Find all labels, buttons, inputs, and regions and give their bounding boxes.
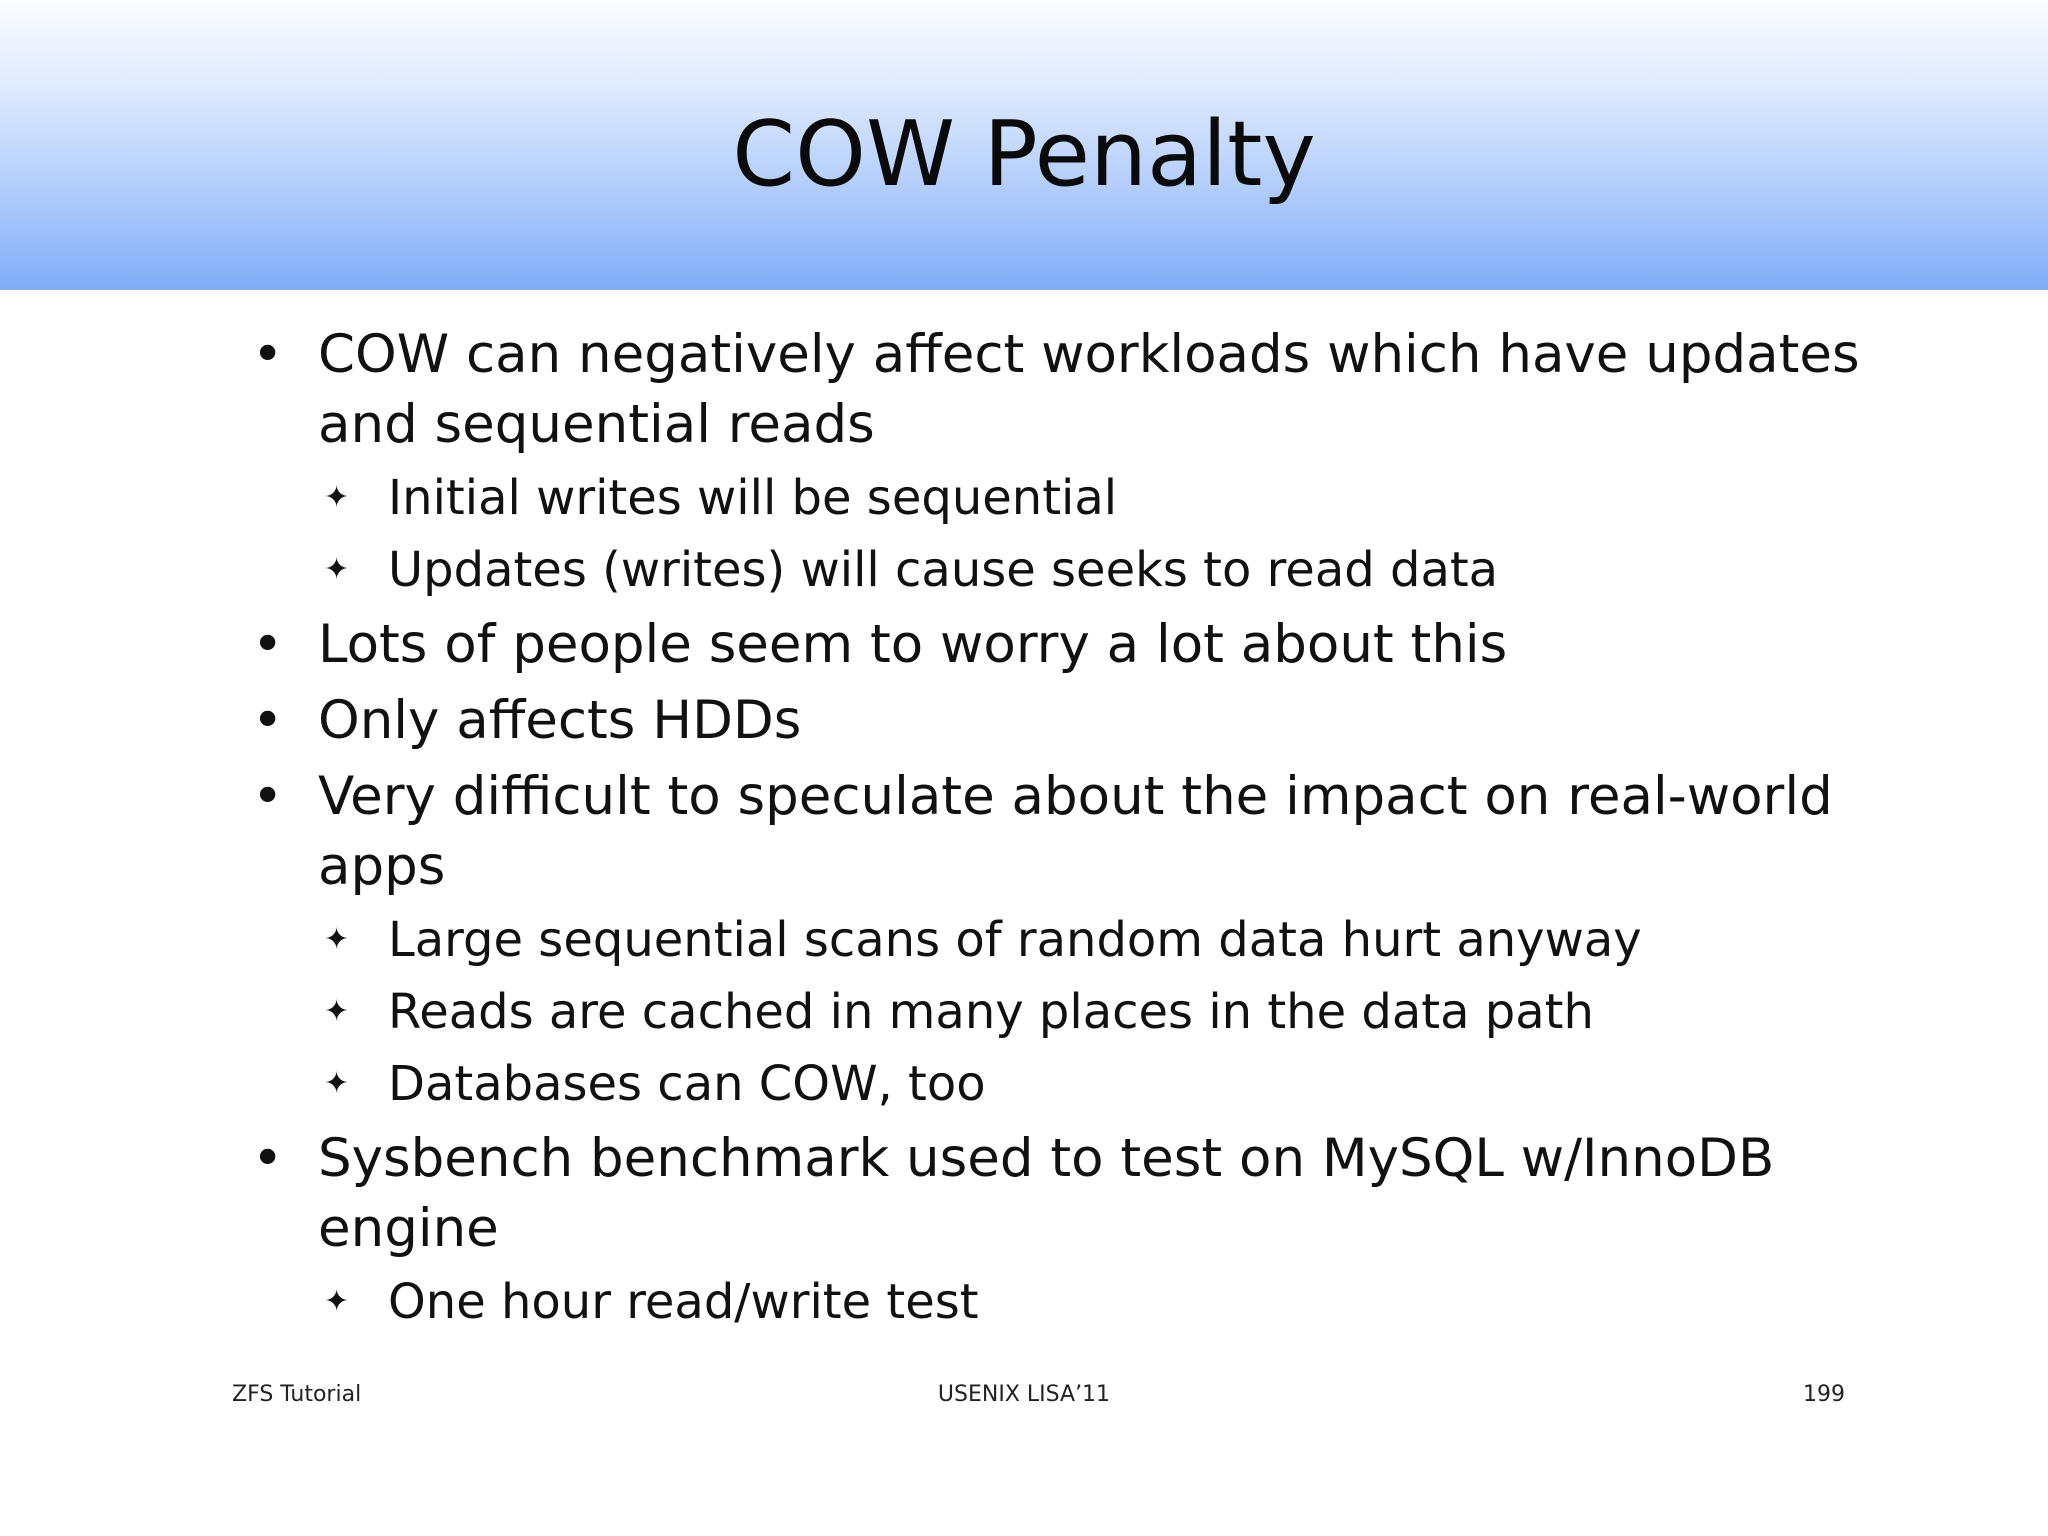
star-bullet-icon: ✦ bbox=[324, 1066, 350, 1101]
bullet-item bbox=[252, 1124, 1872, 1264]
bullet-dot-icon: • bbox=[252, 766, 284, 827]
page-number: 199 bbox=[1803, 1382, 1845, 1407]
footer-center-text: USENIX LISA’11 bbox=[937, 1382, 1111, 1407]
bullet-text: Lots of people seem to worry a lot about this bbox=[318, 614, 1508, 675]
bullet-item bbox=[252, 610, 1872, 680]
sub-bullet-text: Updates (writes) will cause seeks to read data bbox=[388, 542, 1499, 598]
bullet-dot-icon: • bbox=[252, 690, 284, 751]
bullet-dot-icon: • bbox=[252, 614, 284, 675]
sub-bullet-item bbox=[252, 466, 1872, 530]
sub-bullet-item bbox=[252, 1270, 1872, 1334]
star-bullet-icon: ✦ bbox=[324, 480, 350, 515]
footer-left-text: ZFS Tutorial bbox=[232, 1382, 362, 1407]
sub-bullet-text: One hour read/write test bbox=[388, 1274, 979, 1330]
bullet-dot-icon: • bbox=[252, 1128, 284, 1189]
sub-bullet-text: Large sequential scans of random data hurt anyway bbox=[388, 912, 1642, 968]
sub-bullet-item bbox=[252, 538, 1872, 602]
sub-bullet-text: Initial writes will be sequential bbox=[388, 470, 1118, 526]
bullet-text: Sysbench benchmark used to test on MySQL w/InnoDB engine bbox=[318, 1128, 1775, 1259]
bullet-item bbox=[252, 686, 1872, 756]
bullet-text: Very difficult to speculate about the impact on real-world apps bbox=[318, 766, 1833, 897]
bullet-text: COW can negatively affect workloads which have updates and sequential reads bbox=[318, 324, 1860, 455]
bullet-list bbox=[252, 320, 1872, 1342]
star-bullet-icon: ✦ bbox=[324, 922, 350, 957]
star-bullet-icon: ✦ bbox=[324, 994, 350, 1029]
star-bullet-icon: ✦ bbox=[324, 552, 350, 587]
sub-bullet-item bbox=[252, 908, 1872, 972]
bullet-dot-icon: • bbox=[252, 324, 284, 385]
bullet-item bbox=[252, 320, 1872, 460]
sub-bullet-item bbox=[252, 980, 1872, 1044]
star-bullet-icon: ✦ bbox=[324, 1284, 350, 1319]
sub-bullet-item bbox=[252, 1052, 1872, 1116]
sub-bullet-text: Reads are cached in many places in the data path bbox=[388, 984, 1594, 1040]
slide-title: COW Penalty bbox=[732, 102, 1316, 207]
bullet-item bbox=[252, 762, 1872, 902]
sub-bullet-text: Databases can COW, too bbox=[388, 1056, 986, 1112]
bullet-text: Only affects HDDs bbox=[318, 690, 802, 751]
